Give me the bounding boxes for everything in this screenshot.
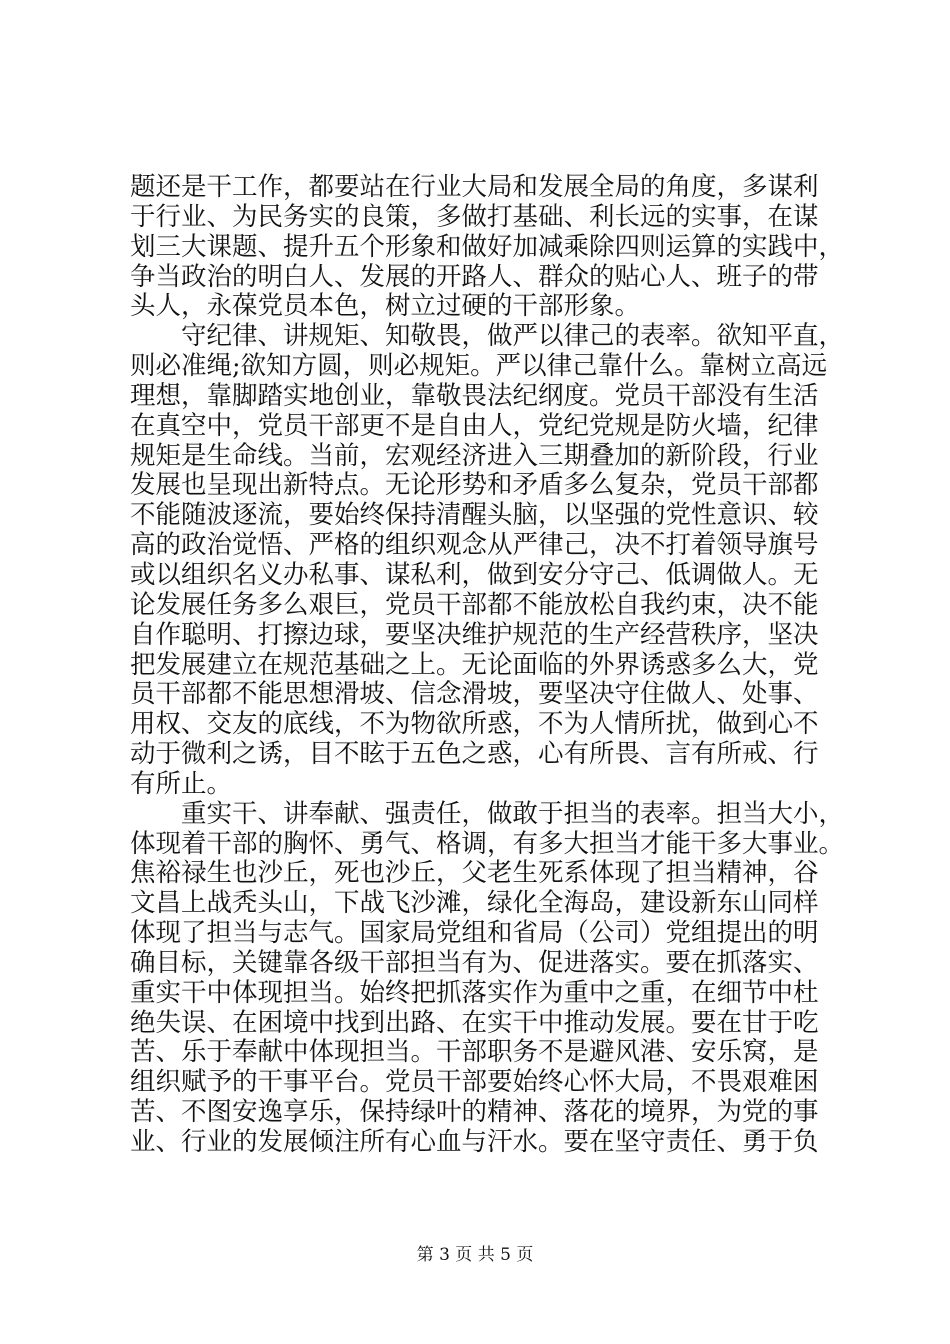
page-number-footer: 第 3 页 共 5 页 (416, 1245, 534, 1265)
text-line: 自作聪明、打擦边球，要坚决维护规范的生产经营秩序，坚决 (130, 619, 819, 650)
text-line: 用权、交友的底线，不为物欲所惑，不为人情所扰，做到心不 (130, 709, 819, 740)
text-line: 文昌上战秃头山，下战飞沙滩，绿化全海岛，建设新东山同样 (130, 888, 819, 919)
paragraph-start-line: 守纪律、讲规矩、知敬畏，做严以律己的表率。欲知平直， (130, 321, 845, 352)
text-line: 规矩是生命线。当前，宏观经济进入三期叠加的新阶段，行业 (130, 440, 819, 471)
text-line: 重实干中体现担当。始终把抓落实作为重中之重，在细节中杜 (130, 977, 819, 1008)
paragraph-start-line: 重实干、讲奉献、强责任，做敢于担当的表率。担当大小， (130, 798, 845, 829)
text-line: 组织赋予的干事平台。党员干部要始终心怀大局，不畏艰难困 (130, 1067, 819, 1098)
text-line: 确目标，关键靠各级干部担当有为、促进落实。要在抓落实、 (130, 947, 819, 978)
text-line: 发展也呈现出新特点。无论形势和矛盾多么复杂，党员干部都 (130, 470, 819, 501)
text-line: 绝失误、在困境中找到出路、在实干中推动发展。要在甘于吃 (130, 1007, 819, 1038)
body-text (130, 173, 855, 1158)
text-line: 不能随波逐流，要始终保持清醒头脑，以坚强的党性意识、较 (130, 500, 819, 531)
text-line: 业、行业的发展倾注所有心血与汗水。要在坚守责任、勇于负 (130, 1127, 819, 1157)
text-line: 划三大课题、提升五个形象和做好加减乘除四则运算的实践中， (130, 231, 845, 262)
text-line: 争当政治的明白人、发展的开路人、群众的贴心人、班子的带 (130, 261, 819, 292)
text-line: 论发展任务多么艰巨，党员干部都不能放松自我约束，决不能 (130, 589, 819, 620)
text-line: 动于微利之诱，目不眩于五色之惑，心有所畏、言有所戒、行 (130, 739, 819, 770)
text-line: 高的政治觉悟、严格的组织观念从严律己，决不打着领导旗号 (130, 530, 819, 561)
text-line: 苦、乐于奉献中体现担当。干部职务不是避风港、安乐窝，是 (130, 1037, 819, 1068)
text-line: 理想，靠脚踏实地创业，靠敬畏法纪纲度。党员干部没有生活 (130, 380, 819, 411)
text-line: 把发展建立在规范基础之上。无论面临的外界诱惑多么大，党 (130, 649, 819, 680)
text-line: 苦、不图安逸享乐，保持绿叶的精神、落花的境界，为党的事 (130, 1097, 819, 1128)
text-line: 或以组织名义办私事、谋私利，做到安分守己、低调做人。无 (130, 559, 819, 590)
text-line: 在真空中，党员干部更不是自由人，党纪党规是防火墙，纪律 (130, 410, 819, 441)
text-line: 头人，永葆党员本色，树立过硬的干部形象。 (130, 291, 641, 322)
text-line: 则必准绳;欲知方圆，则必规矩。严以律己靠什么。靠树立高远 (130, 351, 828, 382)
text-line: 体现了担当与志气。国家局党组和省局（公司）党组提出的明 (130, 918, 819, 949)
text-line: 员干部都不能思想滑坡、信念滑坡，要坚决守住做人、处事、 (130, 679, 819, 710)
text-line: 焦裕禄生也沙丘，死也沙丘，父老生死系体现了担当精神，谷 (130, 858, 819, 889)
text-line: 体现着干部的胸怀、勇气、格调，有多大担当才能干多大事业。 (130, 828, 845, 859)
text-line: 题还是干工作，都要站在行业大局和发展全局的角度，多谋利 (130, 172, 819, 202)
text-line: 有所止。 (130, 768, 233, 799)
text-line: 于行业、为民务实的良策，多做打基础、利长远的实事，在谋 (130, 201, 819, 232)
